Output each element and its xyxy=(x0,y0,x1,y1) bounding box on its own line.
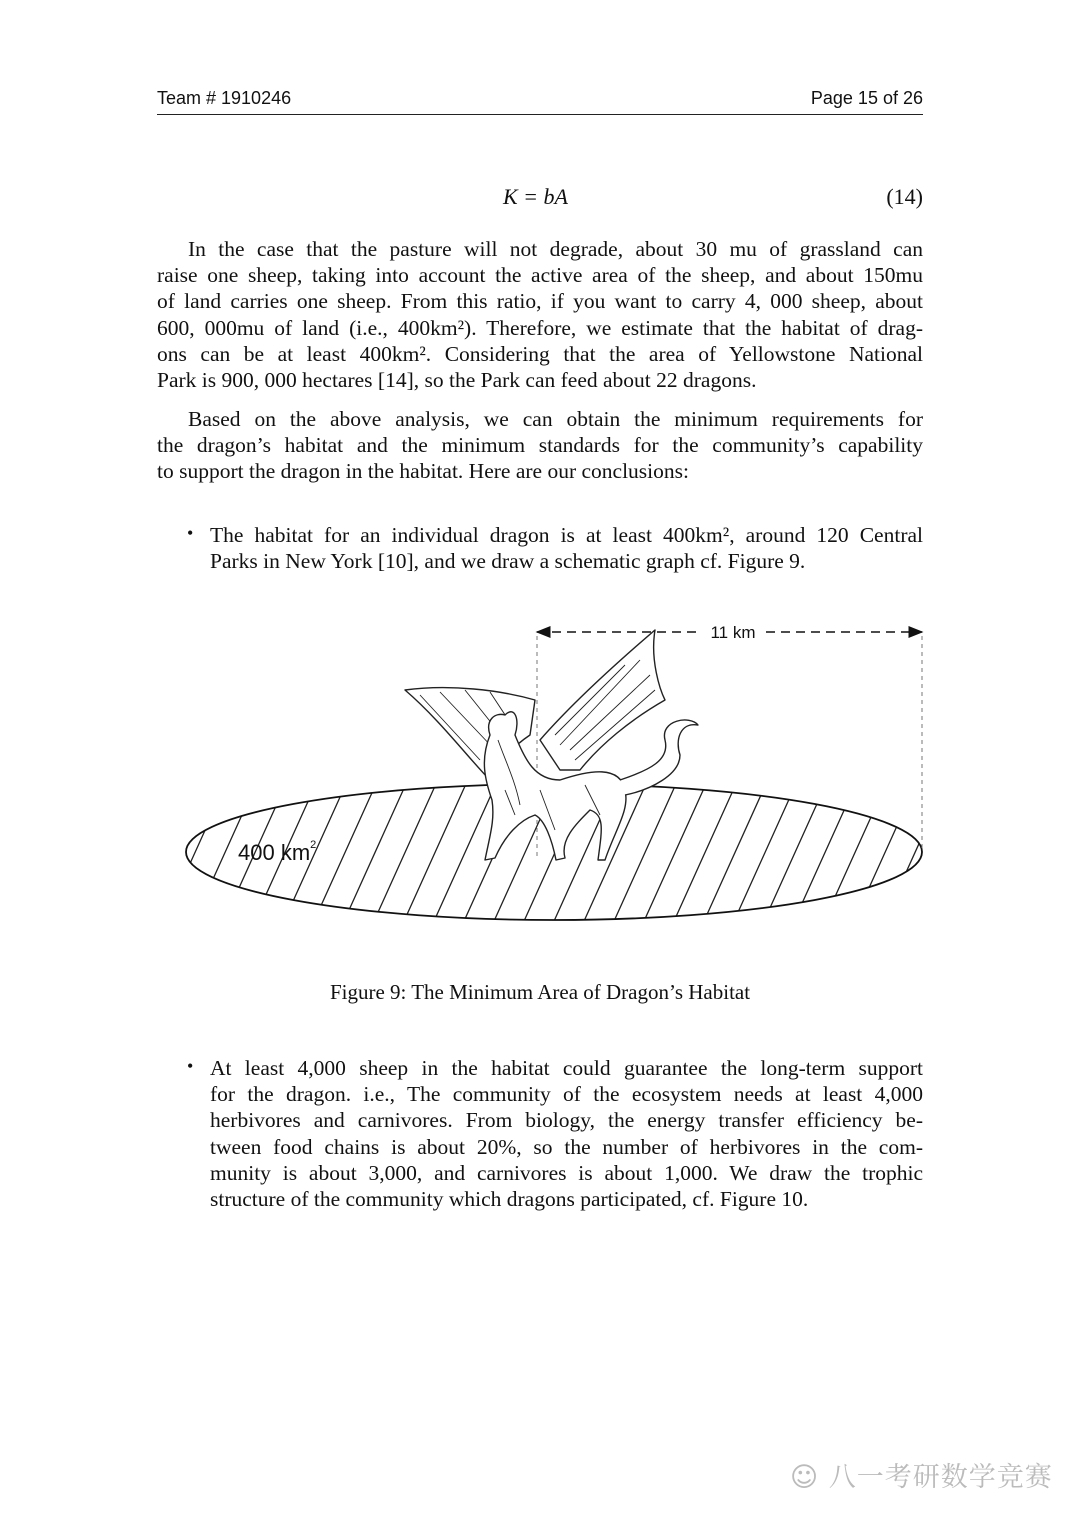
wechat-icon: ☺ xyxy=(790,1462,820,1493)
hatch-line xyxy=(640,775,710,930)
paragraph-line: 600, 000mu of land (i.e., 400km²). Therefore, we estimate that the habitat of drag- xyxy=(157,315,923,340)
hatch-line xyxy=(850,775,920,930)
hatch-line xyxy=(730,775,800,930)
equation-formula: K = bA xyxy=(503,184,568,209)
hatch-line xyxy=(400,775,470,930)
bullet-line: tween food chains is about 20%, so the number of herbivores in the com- xyxy=(210,1134,923,1159)
hatch-line xyxy=(940,775,1010,930)
paragraph-line: to support the dragon in the habitat. Here are our conclusions: xyxy=(157,459,689,484)
bullet-line: for the dragon. i.e., The community of the ecosystem needs at least 4,000 xyxy=(210,1082,923,1107)
hatch-line xyxy=(820,775,890,930)
hatch-line xyxy=(700,775,770,930)
hatch-line xyxy=(910,775,980,930)
hatch-line xyxy=(880,775,950,930)
area-label: 400 $km^2$ xyxy=(238,839,317,865)
watermark: ☺ 八一考研数学竞赛 xyxy=(790,1462,1053,1493)
hatch-line xyxy=(160,775,230,930)
paragraph-line: ons can be at least 400km². Considering that the area of Yellowstone National xyxy=(157,341,923,366)
hatch-line xyxy=(130,775,200,930)
bullet-line: herbivores and carnivores. From biology, the energy transfer efficiency be- xyxy=(210,1108,923,1133)
bullet-line: munity is about 3,000, and carnivores is about 1,000. We draw the trophic xyxy=(210,1160,923,1185)
distance-label: 11 km xyxy=(710,623,756,642)
dragon-illustration xyxy=(405,630,698,860)
hatch-line xyxy=(100,775,170,930)
paragraph-line: of land carries one sheep. From this ratio, if you want to carry 4, 000 sheep, about xyxy=(157,289,923,314)
paragraph-line: raise one sheep, taking into account the active area of the sheep, and about 150mu xyxy=(157,263,923,288)
hatch-line xyxy=(310,775,380,930)
paragraph-line: Park is 900, 000 hectares [14], so the Park can feed about 22 dragons. xyxy=(157,368,757,392)
team-number: Team # 1910246 xyxy=(157,88,292,108)
equation-number: (14) xyxy=(886,184,923,209)
paragraph-line: In the case that the pasture will not degrade, about 30 mu of grassland can xyxy=(188,237,923,261)
hatch-line xyxy=(970,775,1040,930)
hatch-line xyxy=(790,775,860,930)
bullet-icon: • xyxy=(187,523,194,543)
figure-caption: Figure 9: The Minimum Area of Dragon’s Habitat xyxy=(329,980,751,1004)
bullet-line: At least 4,000 sheep in the habitat could guarantee the long-term support xyxy=(210,1056,923,1080)
bullet-line: Parks in New York [10], and we draw a schematic graph cf. Figure 9. xyxy=(210,549,806,574)
bullet-line: The habitat for an individual dragon is at least 400km², around 120 Central xyxy=(210,523,923,547)
paragraph-line: Based on the above analysis, we can obtain the minimum requirements for xyxy=(188,407,923,431)
paragraph-line: the dragon’s habitat and the minimum standards for the community’s capability xyxy=(157,433,923,458)
bullet-icon: • xyxy=(187,1056,194,1076)
hatch-line xyxy=(670,775,740,930)
hatch-line xyxy=(370,775,440,930)
bullet-line: structure of the community which dragons participated, cf. Figure 10. xyxy=(210,1187,809,1211)
page-number: Page 15 of 26 xyxy=(810,88,923,108)
hatch-line xyxy=(340,775,410,930)
